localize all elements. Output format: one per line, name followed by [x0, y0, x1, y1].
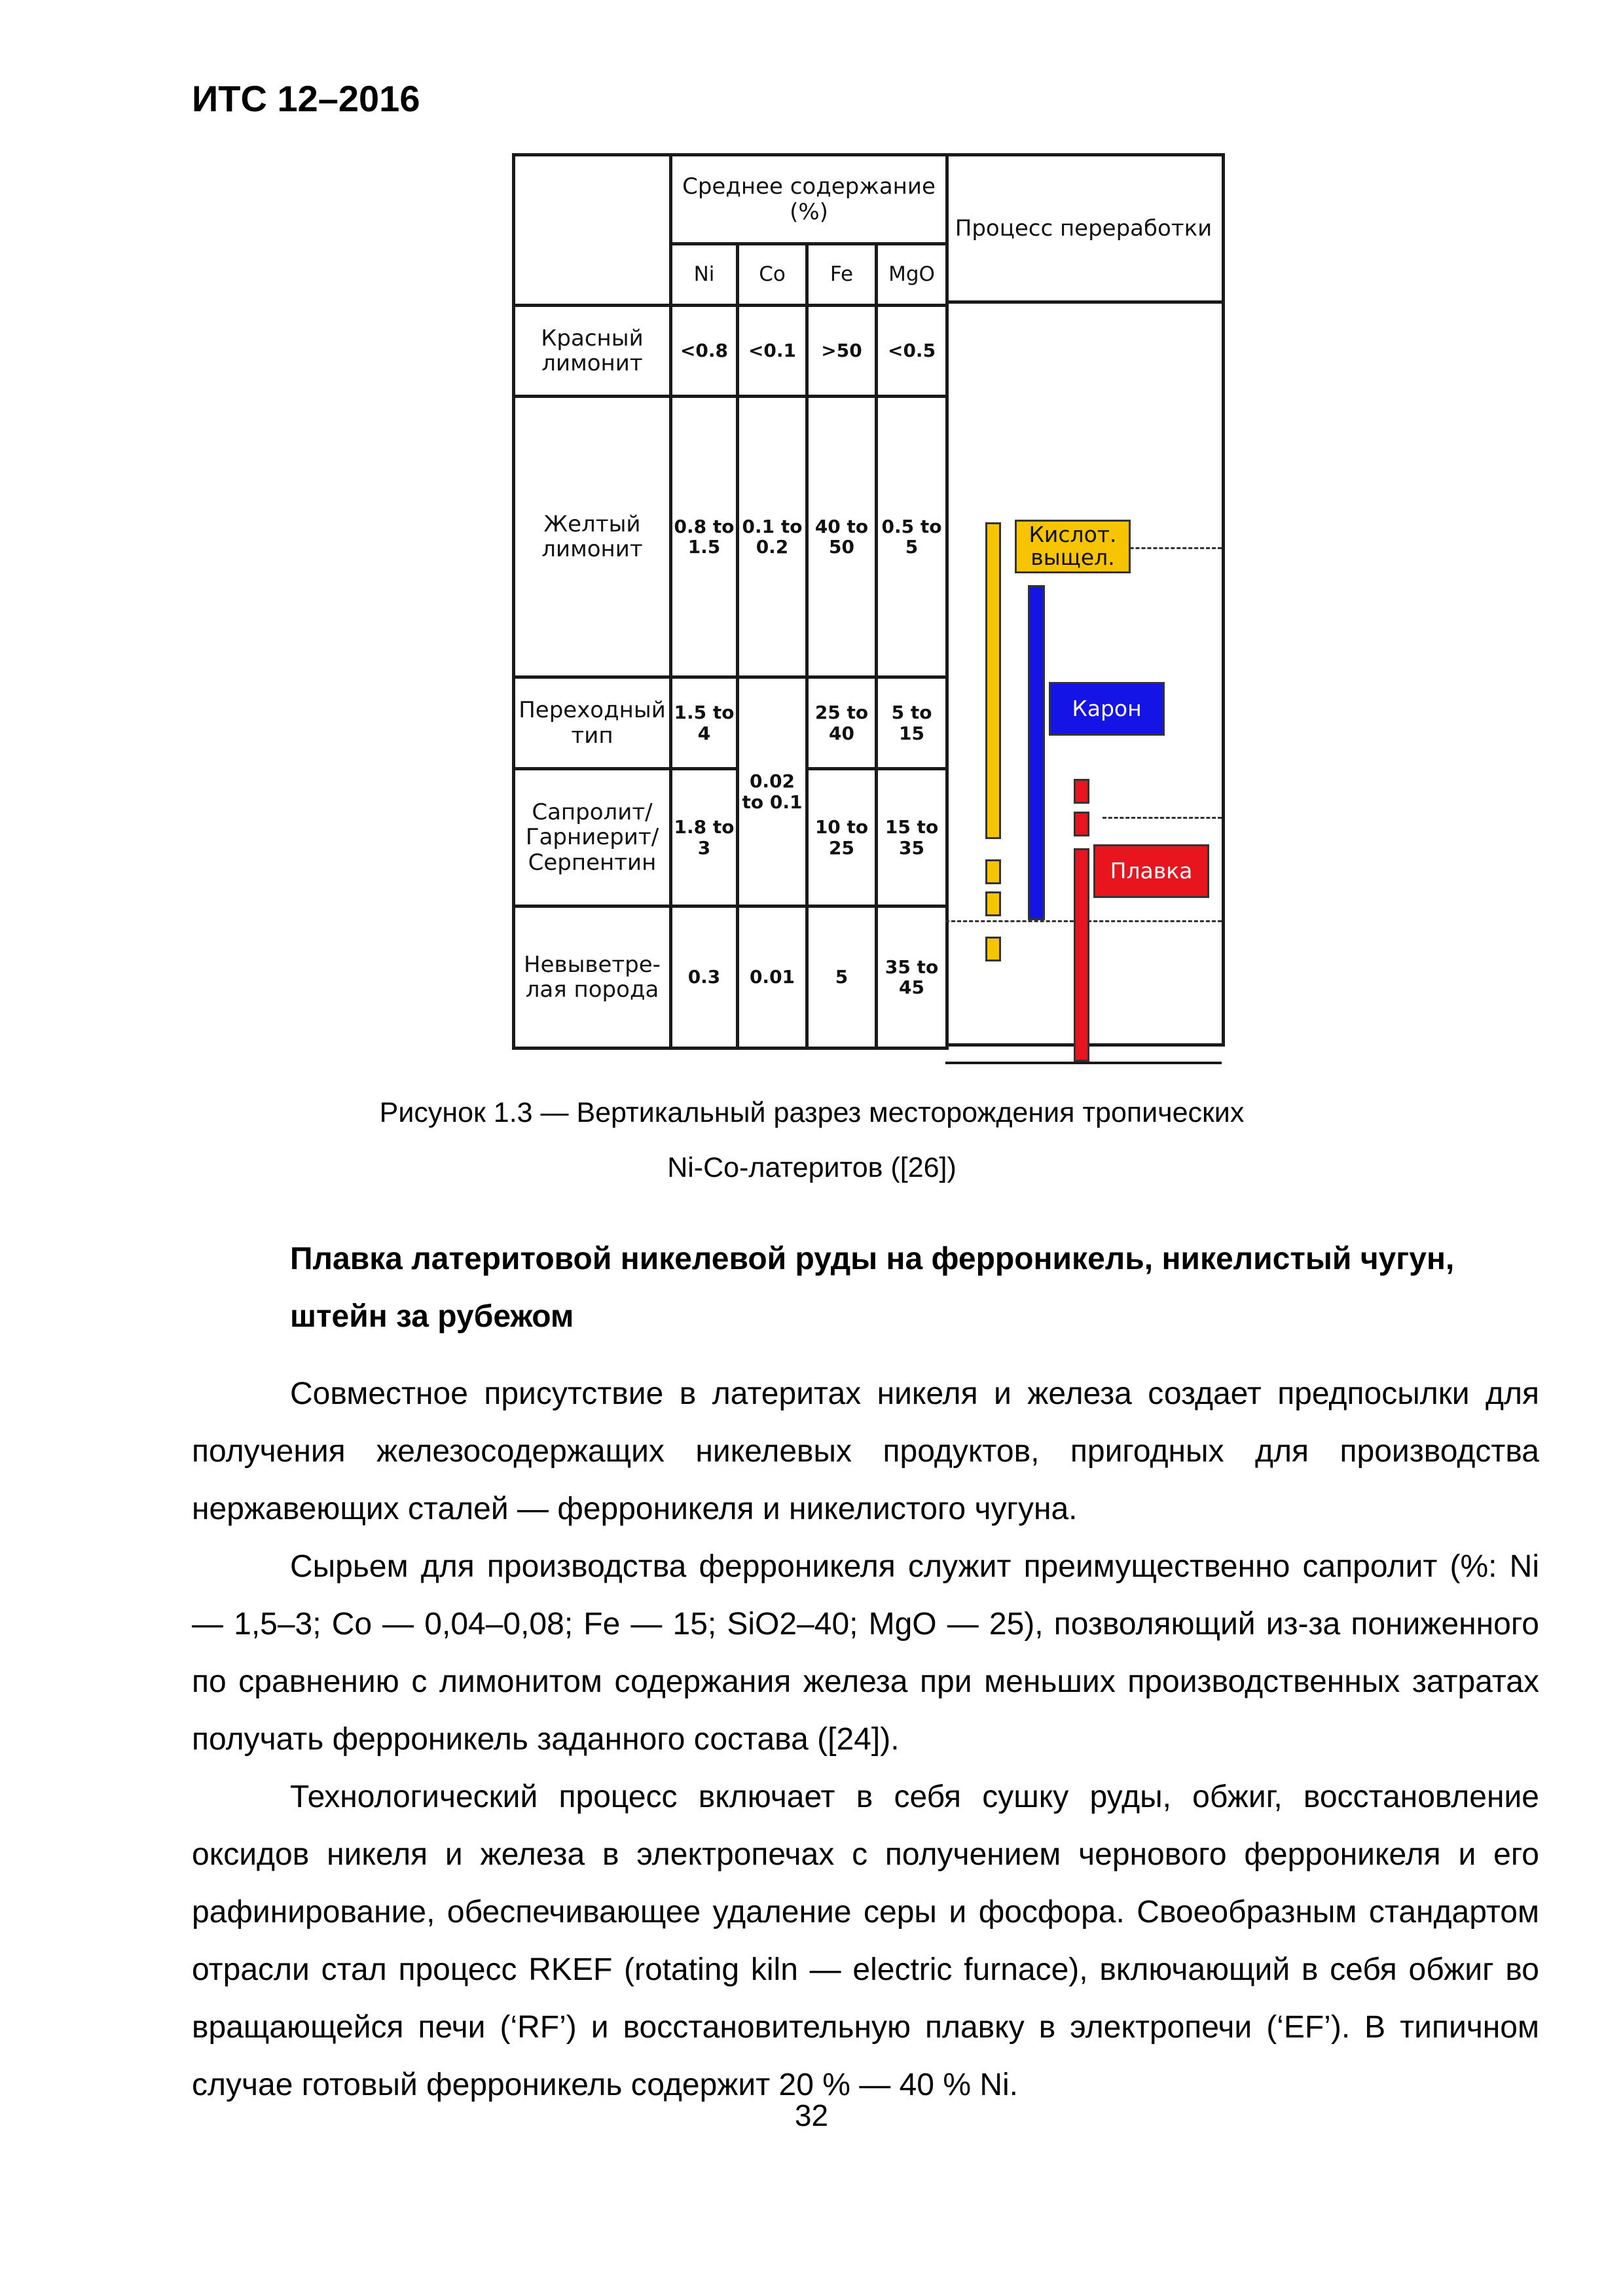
- corner-cell: [514, 155, 671, 306]
- cell-unweathered-co: 0.01: [738, 906, 807, 1049]
- boundary-line: [945, 1062, 1222, 1064]
- figure-caption-line1: Рисунок 1.3 — Вертикальный разрез месторождения тропических: [379, 1097, 1245, 1128]
- cell-unweathered-mgo: 35 to 45: [877, 906, 947, 1049]
- boundary-dash-2: [1103, 817, 1222, 819]
- laterite-profile-figure: [512, 153, 1225, 1047]
- process-header: Процесс переработки: [945, 153, 1225, 304]
- cell-red-mgo: <0.5: [877, 306, 947, 397]
- row-label-unweathered: Невыветре-лая порода: [514, 906, 671, 1049]
- smelting-segment-2: [1074, 812, 1089, 836]
- cell-yellow-fe: 40 to 50: [807, 397, 877, 677]
- col-header-fe: Fe: [807, 244, 877, 306]
- section-title: Плавка латеритовой никелевой руды на ферроникель, никелистый чугун, штейн за рубежом: [290, 1242, 1455, 1334]
- cell-red-co: <0.1: [738, 306, 807, 397]
- page-number: 32: [794, 2098, 829, 2132]
- acid-leach-segment-2: [985, 891, 1001, 916]
- paragraph-1: Совместное присутствие в латеритах никеля и железа создает предпосылки для получения железосодержащих никелевых продуктов, пригодных для производства нержавеющих сталей — ферроникеля и никелистого чугуна.: [192, 1376, 1539, 1526]
- cell-yellow-co: 0.1 to 0.2: [738, 397, 807, 677]
- acid-leach-label: Кислот. выщел.: [1015, 520, 1131, 573]
- paragraph-2: Сырьем для производства ферроникеля служит преимущественно сапролит (%: Ni — 1,5–3; Co — 0,04–0,08; Fe — 15; SiO2–40; MgO — 25), позволяющий из-за пониженного по сравнению с лимонитом содержания железа при меньших производственных затратах получать ферроникель заданного состава ([24]).: [192, 1549, 1539, 1757]
- smelting-segment-1: [1074, 779, 1089, 804]
- col-group-header: Среднее содержание (%): [671, 155, 947, 244]
- cell-unweathered-ni: 0.3: [671, 906, 738, 1049]
- cell-saprolite-ni: 1.8 to 3: [671, 769, 738, 906]
- paragraph-3: Технологический процесс включает в себя сушку руды, обжиг, восстановление оксидов никеля и железа в электропечах с получением чернового ферроникеля и его рафинирование, обеспечивающее удаление серы и фосфора. Своеобразным стандартом отрасли стал процесс RKEF (rotating kiln — electric furnace), включающий в себя обжиг во вращающейся печи (‘RF’) и восстановительную плавку в электропечи (‘EF’). В типичном случае готовый ферроникель содержит 20 % — 40 % Ni.: [192, 1780, 1539, 2102]
- cell-yellow-ni: 0.8 to 1.5: [671, 397, 738, 677]
- caron-bar: [1028, 585, 1045, 920]
- process-area: [945, 304, 1225, 1047]
- cell-yellow-mgo: 0.5 to 5: [877, 397, 947, 677]
- row-label-transition: Переходный тип: [514, 677, 671, 769]
- col-header-mgo: MgO: [877, 244, 947, 306]
- cell-transition-fe: 25 to 40: [807, 677, 877, 769]
- cell-unweathered-fe: 5: [807, 906, 877, 1049]
- cell-saprolite-fe: 10 to 25: [807, 769, 877, 906]
- figure-caption-line2: Ni-Co-латеритов ([26]): [667, 1152, 957, 1183]
- smelting-bar: [1074, 848, 1089, 1062]
- cell-saprolite-mgo: 15 to 35: [877, 769, 947, 906]
- cell-transition-ni: 1.5 to 4: [671, 677, 738, 769]
- caron-label: Карон: [1049, 682, 1165, 736]
- acid-leach-segment-3: [985, 937, 1001, 961]
- row-label-yellow-limonite: Желтый лимонит: [514, 397, 671, 677]
- col-header-ni: Ni: [671, 244, 738, 306]
- col-header-co: Co: [738, 244, 807, 306]
- cell-transition-saprolite-co: 0.02 to 0.1: [738, 677, 807, 906]
- composition-table: [512, 153, 949, 1050]
- document-header: ИТС 12–2016: [192, 78, 420, 119]
- acid-leach-segment-1: [985, 859, 1001, 884]
- smelting-label: Плавка: [1093, 844, 1209, 898]
- body-text: [192, 1365, 1539, 2114]
- cell-transition-mgo: 5 to 15: [877, 677, 947, 769]
- cell-red-fe: >50: [807, 306, 877, 397]
- cell-red-ni: <0.8: [671, 306, 738, 397]
- acid-leach-bar: [985, 522, 1001, 839]
- row-label-red-limonite: Красный лимонит: [514, 306, 671, 397]
- row-label-saprolite: Сапролит/ Гарниерит/ Серпентин: [514, 769, 671, 906]
